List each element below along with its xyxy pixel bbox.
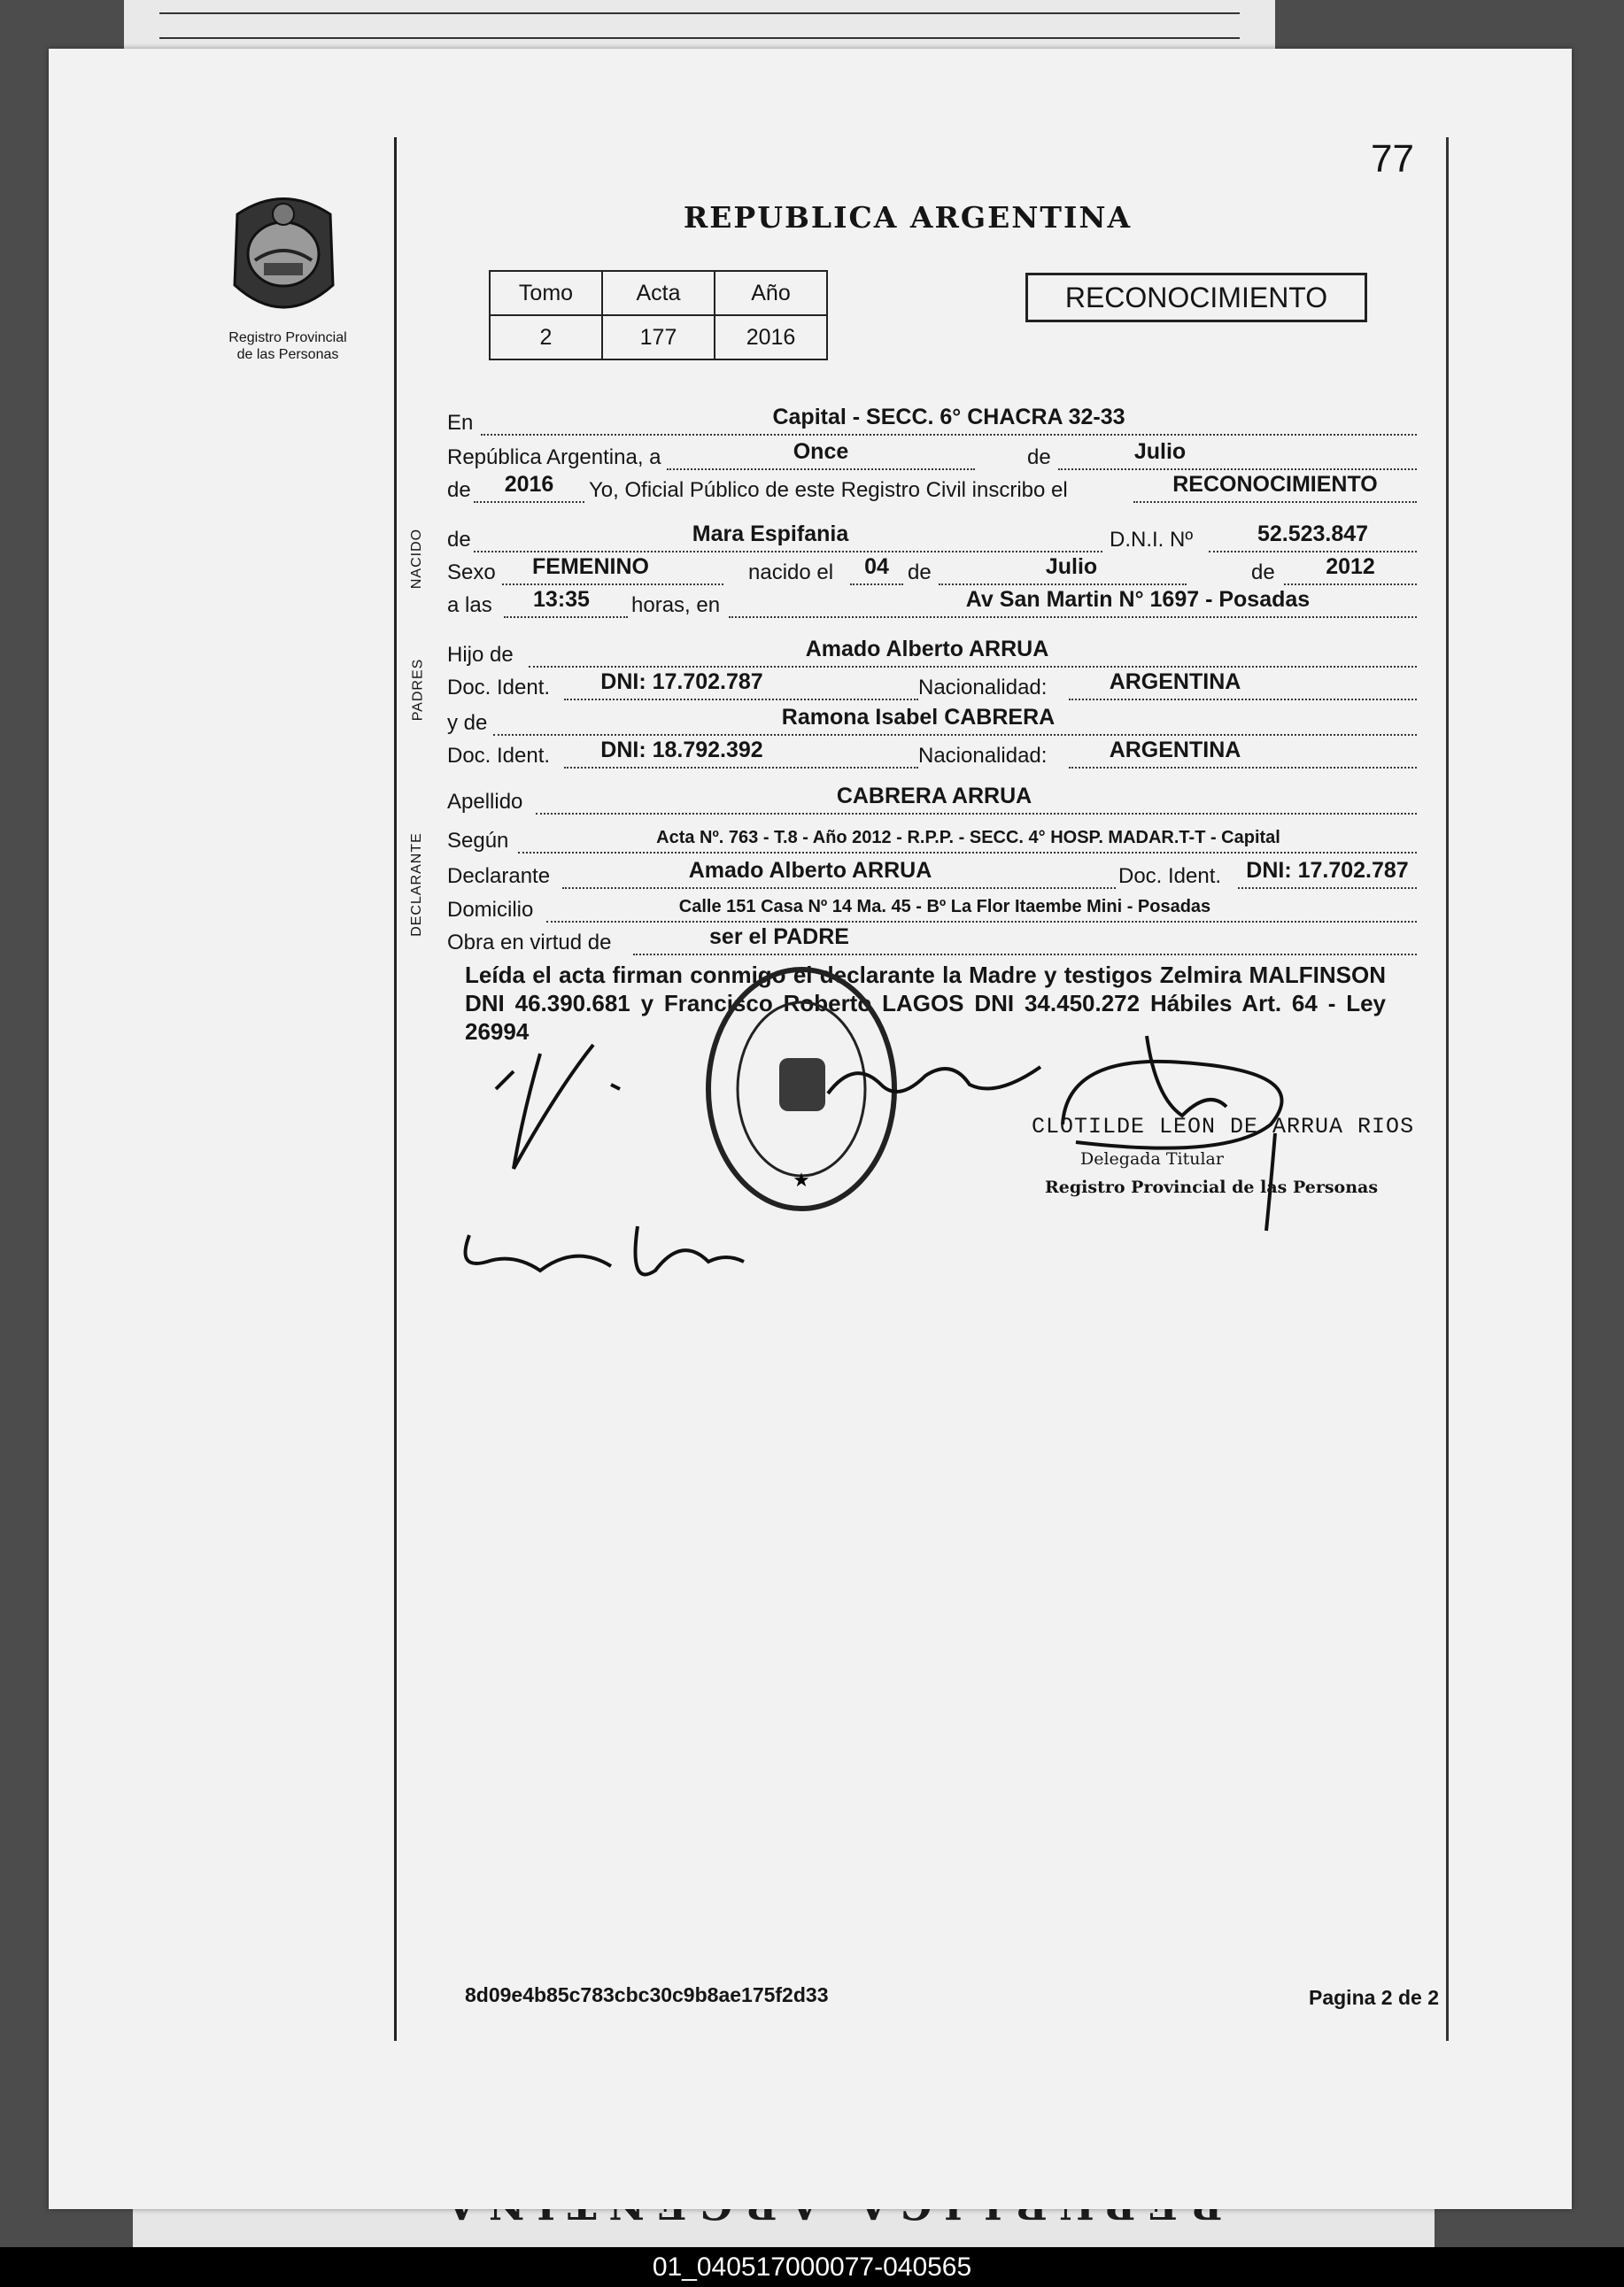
field-line [667, 468, 975, 470]
field-value-mother-nat: ARGENTINA [1109, 738, 1241, 762]
field-label: horas, en [631, 593, 721, 617]
file-label-bar: 01_040517000077-040565 [0, 2247, 1624, 2287]
field-label: Nacionalidad: [918, 676, 1048, 699]
field-label: D.N.I. Nº [1110, 528, 1194, 552]
field-line [562, 887, 1116, 889]
table-value-ano: 2016 [715, 315, 827, 359]
field-line [518, 852, 1417, 854]
field-line [474, 551, 1102, 552]
field-line [1209, 551, 1417, 552]
side-label-padres: PADRES [410, 658, 426, 722]
field-value-month: Julio [1133, 439, 1187, 464]
underlying-rule [159, 12, 1240, 14]
field-label: de [908, 560, 932, 584]
side-label-nacido: NACIDO [409, 528, 425, 590]
field-line [536, 813, 1417, 815]
table-value-acta: 177 [602, 315, 715, 359]
field-label: En [447, 411, 474, 435]
record-type-box: RECONOCIMIENTO [1025, 273, 1367, 322]
field-line [529, 666, 1417, 668]
closing-note: Leída el acta firman conmigo el declarante la Madre y testigos Zelmira MALFINSON DNI 46.390.681 y Francisco Roberto LAGOS DNI 34.450.272 Hábiles Art. 64 - Ley 26994 [465, 962, 1386, 1045]
field-label: Domicilio [447, 898, 534, 922]
field-row-declarante [447, 859, 1417, 891]
official-organization: Registro Provincial de las Personas [1045, 1178, 1379, 1197]
underlying-rule [159, 37, 1240, 39]
field-value-obra: ser el PADRE [709, 924, 849, 949]
field-line [729, 616, 1417, 618]
field-row-hora [447, 588, 1417, 620]
field-row-domicilio [447, 892, 1417, 924]
emblem-caption [204, 329, 372, 363]
emblem-caption-line: de las Personas [236, 347, 339, 362]
field-value-segun: Acta Nº. 763 - T.8 - Año 2012 - R.P.P. - SECC. 4° HOSP. MADAR.T-T - Capital [656, 828, 1280, 847]
field-line [564, 767, 918, 769]
field-label: Hijo de [447, 643, 514, 667]
field-label: Sexo [447, 560, 496, 584]
table-header-acta: Acta [602, 271, 715, 315]
field-label: Obra en virtud de [447, 931, 612, 954]
field-row-date [447, 440, 1417, 472]
field-label: de [447, 478, 471, 502]
field-row-segun [447, 823, 1417, 855]
signature-witness-icon [460, 1200, 744, 1306]
field-row-apellido [447, 784, 1417, 816]
field-row-father [447, 637, 1417, 669]
document-hash: 8d09e4b85c783cbc30c9b8ae175f2d33 [465, 1983, 829, 2006]
field-value-place: Av San Martin N° 1697 - Posadas [965, 587, 1311, 612]
provincial-emblem [220, 188, 348, 325]
field-value-en: Capital - SECC. 6° CHACRA 32-33 [772, 405, 1125, 429]
field-label: Doc. Ident. [447, 676, 551, 699]
field-line [502, 583, 723, 585]
field-value-domicilio: Calle 151 Casa Nº 14 Ma. 45 - Bº La Flor Itaembe Mini - Posadas [678, 897, 1211, 916]
field-line [939, 583, 1187, 585]
side-label-declarante: DECLARANTE [408, 832, 424, 937]
field-value-father-doc: DNI: 17.702.787 [600, 669, 763, 694]
field-row-mother [447, 706, 1417, 738]
svg-text:★: ★ [793, 1170, 810, 1192]
field-value-mother-doc: DNI: 18.792.392 [600, 738, 763, 762]
signature-left-icon [487, 1036, 770, 1186]
field-value-declarante-doc: DNI: 17.702.787 [1246, 858, 1409, 883]
field-value-birth-month: Julio [1045, 554, 1098, 579]
field-line [1133, 501, 1417, 503]
page-indicator: Pagina 2 de 2 [1309, 1986, 1440, 2009]
field-value-apellido: CABRERA ARRUA [836, 784, 1032, 808]
left-margin-rule [394, 137, 397, 2041]
field-line [1284, 583, 1417, 585]
field-label: República Argentina, a [447, 445, 661, 469]
field-line [481, 434, 1417, 436]
table-header-tomo: Tomo [490, 271, 602, 315]
official-role: Delegada Titular [1080, 1149, 1224, 1169]
field-row-father-doc [447, 670, 1417, 702]
field-value-day: Once [793, 439, 849, 464]
emblem-caption-line: Registro Provincial [228, 330, 347, 345]
field-line [1069, 699, 1417, 700]
field-value-father-nat: ARGENTINA [1109, 669, 1241, 694]
field-label: Doc. Ident. [447, 744, 551, 768]
field-label: Doc. Ident. [1118, 864, 1222, 888]
field-value-declarante: Amado Alberto ARRUA [688, 858, 932, 883]
field-line [504, 616, 628, 618]
field-value-mother: Ramona Isabel CABRERA [781, 705, 1056, 730]
field-line [850, 583, 903, 585]
page-number: 77 [1371, 137, 1414, 181]
field-row-mother-doc [447, 738, 1417, 770]
field-label: a las [447, 593, 492, 617]
record-table [489, 270, 828, 360]
field-label: Nacionalidad: [918, 744, 1048, 768]
field-row-obra [447, 925, 1417, 957]
field-label: Yo, Oficial Público de este Registro Civil inscribo el [589, 478, 1068, 502]
field-value-sexo: FEMENINO [532, 554, 649, 579]
field-value-birth-day: 04 [864, 554, 889, 579]
table-value-tomo: 2 [490, 315, 602, 359]
field-label: de [1251, 560, 1275, 584]
field-value-child-dni: 52.523.847 [1257, 522, 1369, 546]
field-label: nacido el [748, 560, 834, 584]
field-value-time: 13:35 [533, 587, 590, 612]
field-row-en [447, 406, 1417, 437]
field-line [493, 734, 1417, 736]
field-line [1238, 887, 1417, 889]
field-value-birth-year: 2012 [1326, 554, 1375, 579]
field-line [564, 699, 918, 700]
right-margin-rule [1446, 137, 1449, 2041]
signature-center-icon [819, 1049, 1049, 1120]
field-line [1069, 767, 1417, 769]
official-name: CLOTILDE LEON DE ARRUA RIOS [1032, 1114, 1415, 1140]
table-header-ano: Año [715, 271, 827, 315]
field-label: de [447, 528, 471, 552]
field-value-inscribe: RECONOCIMIENTO [1172, 472, 1378, 497]
field-label: y de [447, 711, 488, 735]
field-label: Según [447, 829, 509, 853]
field-value-year: 2016 [504, 472, 554, 497]
field-row-sexo [447, 555, 1417, 587]
field-line [474, 501, 584, 503]
field-value-father: Amado Alberto ARRUA [805, 637, 1049, 661]
field-label: Apellido [447, 790, 523, 814]
field-row-inscribe [447, 473, 1417, 505]
field-line [546, 921, 1417, 923]
field-label: de [1027, 445, 1051, 469]
country-title: REPUBLICA ARGENTINA [683, 200, 1133, 235]
emblem-icon [220, 188, 348, 321]
signature-official-icon [1049, 1027, 1342, 1257]
field-value-child-name: Mara Espifania [692, 522, 849, 546]
field-row-child-name [447, 522, 1417, 554]
field-line [1058, 468, 1417, 470]
field-label: Declarante [447, 864, 551, 888]
